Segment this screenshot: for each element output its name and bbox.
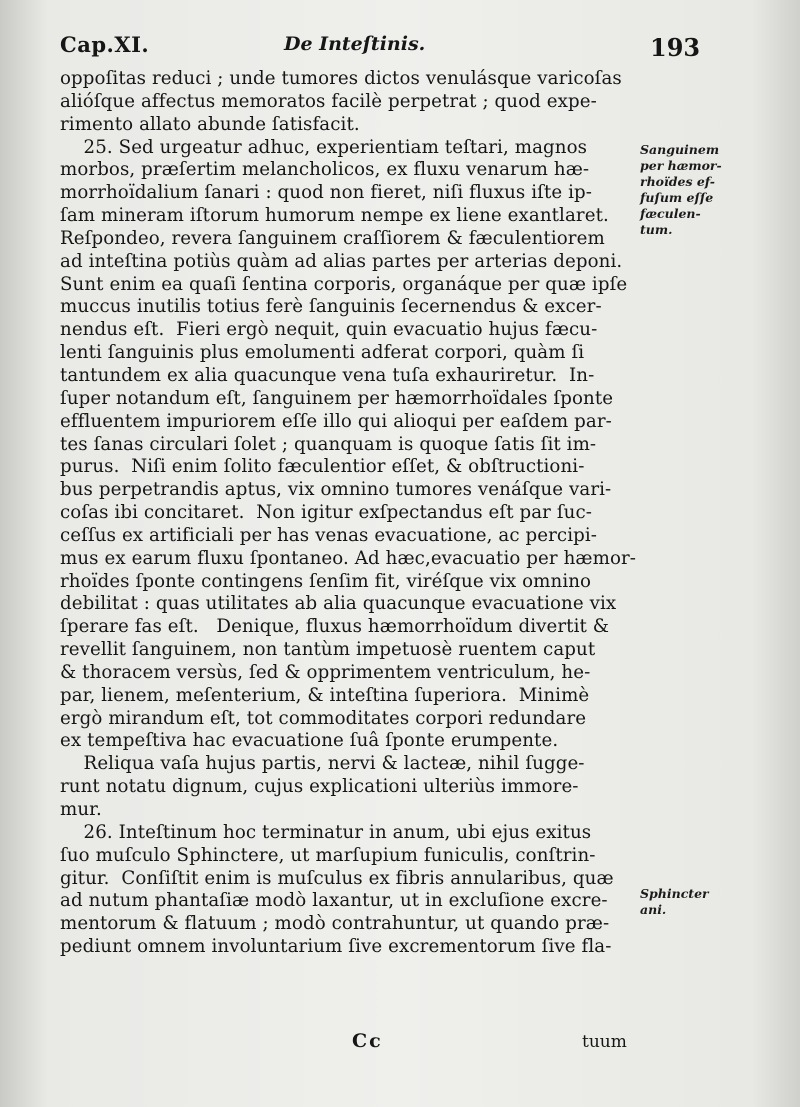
margin-note-line: per hæmor-	[640, 158, 722, 173]
running-title: De Inteſtinis.	[284, 33, 426, 55]
text-line: gitur. Conſiſtit enim is muſculus ex fibris annularibus, quæ	[60, 867, 614, 889]
text-line: ex tempeſtiva hac evacuatione ſuâ ſponte erumpente.	[60, 730, 559, 752]
margin-note-line: fæculen-	[640, 206, 701, 221]
text-line: lenti ſanguinis plus emolumenti adferat corpori, quàm ſi	[60, 342, 585, 364]
margin-note-line: Sphincter	[640, 886, 709, 901]
text-line: morbos, præſertim melancholicos, ex fluxu venarum hæ-	[60, 159, 590, 181]
text-line: & thoracem versùs, ſed & opprimentem ventriculum, he-	[60, 661, 591, 683]
text-line: Sunt enim ea quaſi ſentina corporis, organáque per quæ ipſe	[60, 273, 628, 295]
text-line: coſas ibi concitaret. Non igitur exſpectandus eſt par ſuc-	[60, 502, 593, 524]
margin-note-line: fuſum eſſe	[640, 190, 714, 205]
text-line: mentorum & flatuum ; modò contrahuntur, ut quando præ-	[60, 913, 610, 935]
text-line: alióſque affectus memoratos facilè perpetrat ; quod expe-	[60, 90, 597, 112]
text-line: tantundem ex alia quacunque vena tuſa exhauriretur. In-	[60, 364, 595, 386]
margin-note-line: rhoïdes ef-	[640, 174, 715, 189]
page-number: 193	[650, 33, 701, 62]
text-line: ſam mineram iſtorum humorum nempe ex liene exantlaret.	[60, 205, 609, 227]
text-line: runt notatu dignum, cujus explicationi ulteriùs immore-	[60, 776, 579, 798]
text-line: 26. Inteſtinum hoc terminatur in anum, ubi ejus exitus	[60, 821, 592, 843]
text-line: revellit ſanguinem, non tantùm impetuosè ruentem caput	[60, 639, 596, 661]
page-footer	[60, 1030, 636, 1056]
text-line: mur.	[60, 799, 102, 820]
text-line: Reſpondeo, revera ſanguinem craſſiorem & fæculentiorem	[60, 227, 605, 249]
text-line: pediunt omnem involuntarium ſive excrementorum ſive fla-	[60, 936, 612, 958]
text-line: ad nutum phantaſiæ modò laxantur, ut in excluſione excre-	[60, 890, 608, 912]
text-line: Reliqua vaſa hujus partis, nervi & lacteæ, nihil ſugge-	[60, 753, 585, 775]
text-line: rimento allato abunde ſatisfacit.	[60, 113, 360, 135]
text-line: ad inteſtina potiùs quàm ad alias partes per arterias deponi.	[60, 250, 623, 272]
catchword: tuum	[582, 1032, 627, 1052]
text-line: ceſſus ex artificiali per has venas evacuatione, ac percipi-	[60, 524, 598, 546]
text-line: ſuper notandum eſt, ſanguinem per hæmorrhoïdales ſponte	[60, 387, 614, 409]
text-line: par, lienem, meſenterium, & inteſtina ſuperiora. Minimè	[60, 684, 590, 706]
margin-note-sanguinem	[640, 142, 790, 238]
text-line: purus. Niſi enim ſolito fæculentior eſſet, & obſtructioni-	[60, 456, 585, 478]
margin-note-line: Sanguinem	[640, 142, 720, 157]
signature-mark: Cc	[352, 1030, 383, 1052]
margin-note-line: tum.	[640, 222, 673, 237]
margin-note-line: ani.	[640, 902, 667, 917]
text-line: ſperare fas eſt. Denique, fluxus hæmorrhoïdum divertit &	[60, 616, 610, 638]
text-line: nendus eſt. Fieri ergò nequit, quin evacuatio hujus fæcu-	[60, 319, 598, 341]
text-line: rhoïdes ſponte contingens ſenſim fit, viréſque vix omnino	[60, 570, 592, 592]
text-line: ergò mirandum eſt, tot commoditates corpori redundare	[60, 707, 587, 729]
chapter-label: Cap.XI.	[60, 32, 150, 57]
text-line: oppoſitas reduci ; unde tumores dictos venulásque varicoſas	[60, 68, 622, 89]
text-line: morrhoïdalium ſanari : quod non fieret, niſi fluxus iſte ip-	[60, 182, 592, 204]
text-line: 25. Sed urgeatur adhuc, experientiam teſtari, magnos	[60, 136, 588, 158]
text-line: mus ex earum fluxu ſpontaneo. Ad hæc,evacuatio per hæmor-	[60, 547, 637, 569]
text-line: debilitat : quas utilitates ab alia quacunque evacuatione vix	[60, 593, 617, 615]
text-line: effluentem impuriorem eſſe illo qui alioqui per eaſdem par-	[60, 410, 612, 432]
running-header	[58, 30, 708, 66]
text-line: tes ſanas circulari ſolet ; quanquam is quoque ſatis ſit im-	[60, 433, 597, 455]
margin-note-sphincter	[640, 886, 790, 918]
text-line: muccus inutilis totius ferè ſanguinis ſecernendus & excer-	[60, 296, 602, 318]
text-line: ſuo muſculo Sphinctere, ut marſupium funiculis, conſtrin-	[60, 844, 596, 866]
text-line: bus perpetrandis aptus, vix omnino tumores venáſque vari-	[60, 479, 612, 501]
main-text-block	[60, 68, 636, 959]
